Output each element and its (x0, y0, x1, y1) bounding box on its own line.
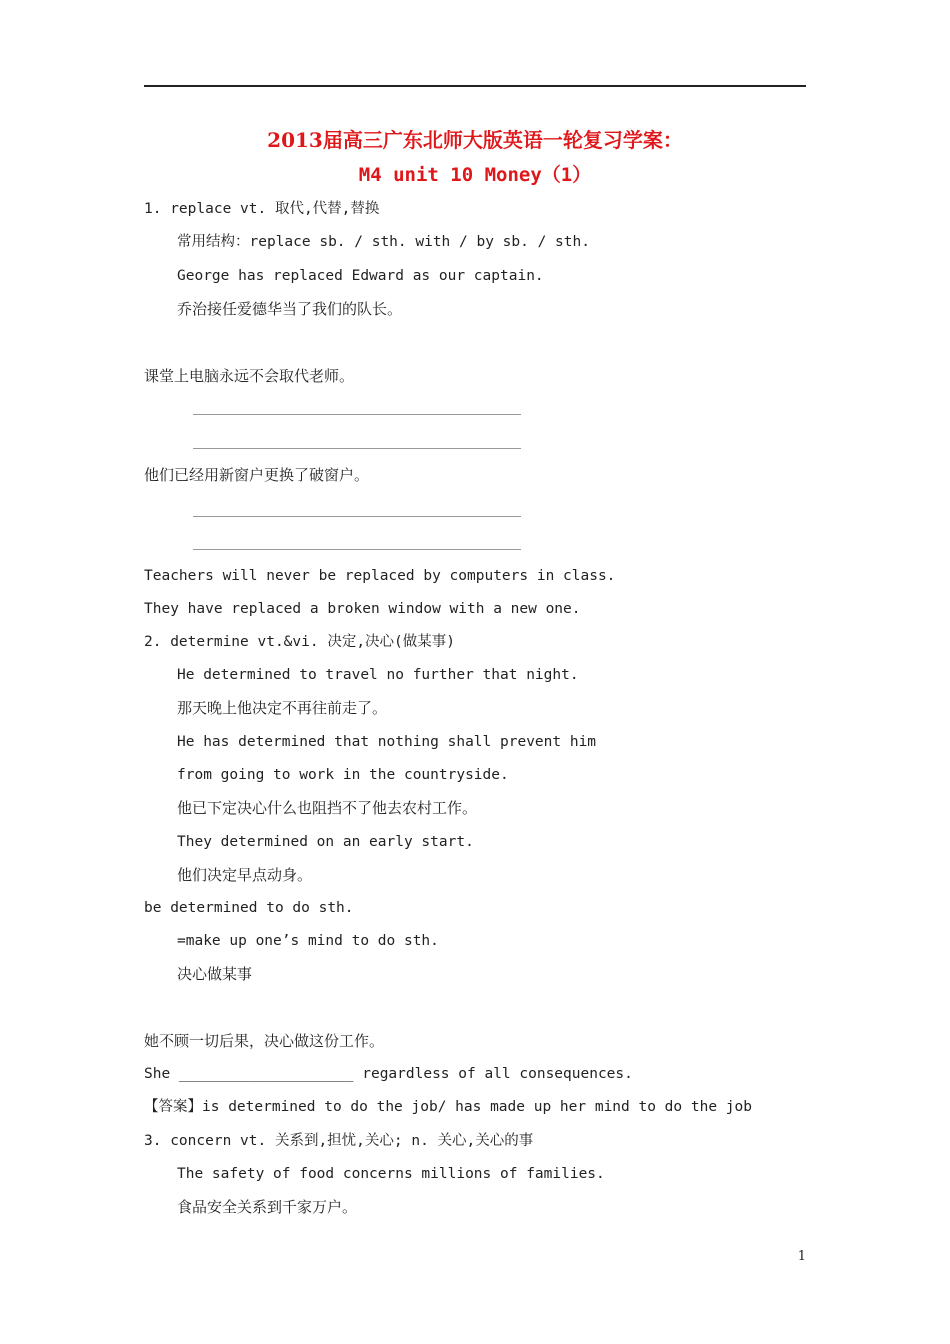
document-subtitle: M4 unit 10 Money（1） (358, 164, 592, 186)
exercise-prompt: 她不顾一切后果，决心做这份工作。 (144, 1032, 385, 1050)
item-1-heading: 1. replace vt. 取代,代替,替换 (144, 201, 380, 217)
answer-blank (193, 448, 521, 449)
example-en: He determined to travel no further that night. (177, 667, 579, 683)
example-zh: 食品安全关系到千家万户。 (177, 1198, 358, 1216)
exercise-prompt: 他们已经用新窗户更换了破窗户。 (144, 466, 370, 484)
structure-line: 常用结构：replace sb. / sth. with / by sb. / sth. (177, 234, 590, 250)
example-zh: 他已下定决心什么也阻挡不了他去农村工作。 (177, 799, 478, 817)
example-en: from going to work in the countryside. (177, 767, 509, 783)
example-zh: 他们决定早点动身。 (177, 866, 313, 884)
example-zh: 乔治接任爱德华当了我们的队长。 (177, 300, 403, 318)
phrase-line: be determined to do sth. (144, 900, 354, 916)
answer-blank (193, 414, 521, 415)
page-number: 1 (797, 1249, 806, 1264)
answer-blank (193, 516, 521, 517)
item-3-heading: 3. concern vt. 关系到,担忧,关心; n. 关心,关心的事 (144, 1133, 534, 1149)
answer-line: They have replaced a broken window with a new one. (144, 601, 581, 617)
phrase-meaning: 决心做某事 (177, 965, 253, 983)
header-rule (144, 85, 806, 87)
phrase-line: =make up one’s mind to do sth. (177, 933, 439, 949)
answer-blank (193, 549, 521, 550)
exercise-sentence: She ____________________ regardless of all consequences. (144, 1066, 633, 1082)
example-zh: 那天晚上他决定不再往前走了。 (177, 699, 388, 717)
answer-line: 【答案】is determined to do the job/ has made up her mind to do the job (144, 1099, 752, 1115)
answer-line: Teachers will never be replaced by computers in class. (144, 568, 616, 584)
example-en: He has determined that nothing shall prevent him (177, 734, 597, 750)
item-2-heading: 2. determine vt.&vi. 决定,决心(做某事) (144, 634, 456, 650)
example-en: The safety of food concerns millions of families. (177, 1166, 605, 1182)
exercise-prompt: 课堂上电脑永远不会取代老师。 (144, 367, 355, 385)
document-title: 2013届高三广东北师大版英语一轮复习学案： (267, 128, 683, 152)
example-en: George has replaced Edward as our captain. (177, 268, 544, 284)
example-en: They determined on an early start. (177, 834, 474, 850)
